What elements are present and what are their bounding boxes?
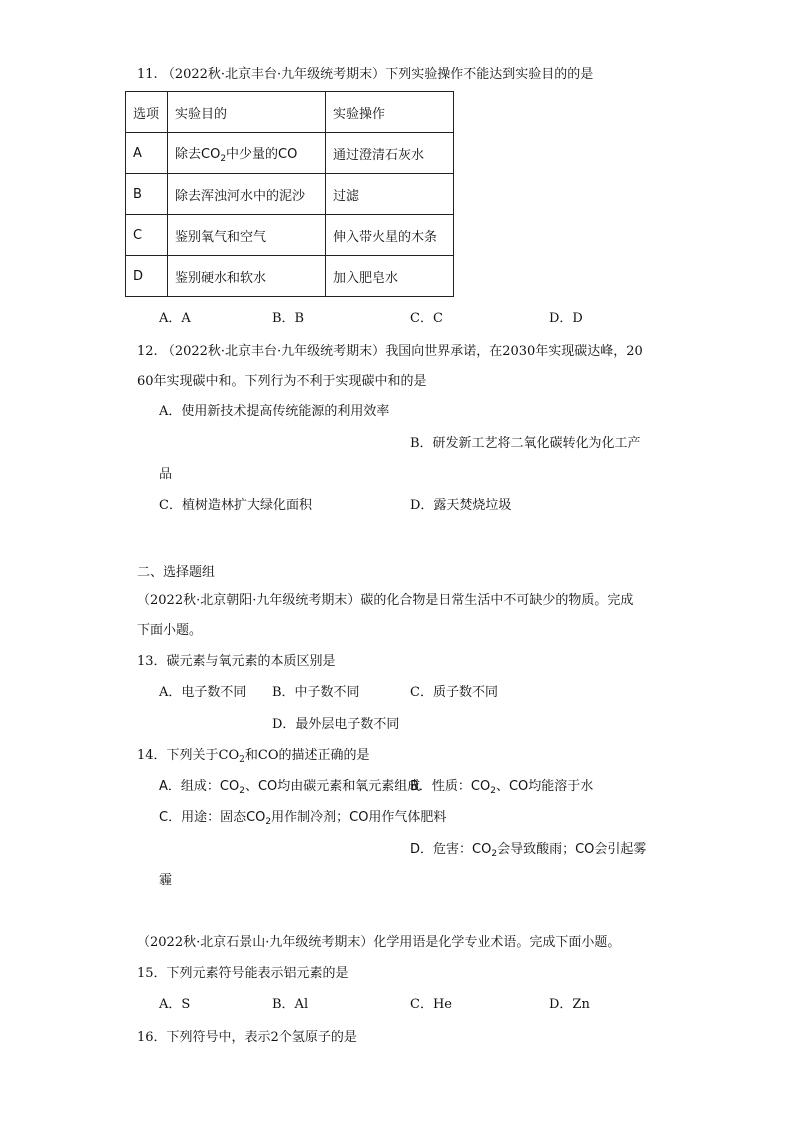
cell-text: 中少量的CO <box>226 146 298 162</box>
table-cell: B <box>126 174 168 215</box>
q13-stem: 13．碳元素与氧元素的本质区别是 <box>137 654 336 669</box>
option-d-continued: 霾 <box>159 873 173 888</box>
option-a[interactable]: A．电子数不同 <box>159 685 247 700</box>
option-d[interactable]: D．Zn <box>549 997 590 1012</box>
table-cell: 通过澄清石灰水 <box>326 133 454 174</box>
table-cell: 加入肥皂水 <box>326 256 454 297</box>
question-source: （2022秋·北京丰台·九年级统考期末） <box>161 344 386 359</box>
subscript: 2 <box>265 817 272 827</box>
option-b[interactable]: B．B <box>272 311 305 326</box>
table-header: 选项 <box>126 92 168 133</box>
section-title: 二、选择题组 <box>137 565 216 580</box>
table-cell: C <box>126 215 168 256</box>
option-text: A．组成：CO <box>159 779 240 794</box>
q14-stem <box>137 747 370 769</box>
question-stem: 我国向世界承诺，在2030年实现碳达峰，20 <box>385 344 643 359</box>
option-a[interactable] <box>159 778 420 800</box>
section-intro: （2022秋·北京石景山·九年级统考期末）化学用语是化学专业术语。完成下面小题。 <box>137 935 621 950</box>
subscript: 2 <box>239 755 245 765</box>
table-cell: A <box>126 133 168 174</box>
subscript: 2 <box>220 153 227 164</box>
section-intro-continued: 下面小题。 <box>137 623 203 638</box>
option-d[interactable]: D．最外层电子数不同 <box>272 717 400 732</box>
option-a[interactable]: A．使用新技术提高传统能源的利用效率 <box>159 404 390 419</box>
table-cell: 伸入带火星的木条 <box>326 215 454 256</box>
option-d[interactable]: D．露天焚烧垃圾 <box>410 498 512 513</box>
question-source: （2022秋·北京丰台·九年级统考期末） <box>161 67 386 82</box>
option-a[interactable]: A．S <box>159 997 191 1012</box>
q11-line <box>137 66 593 84</box>
subscript: 2 <box>490 786 496 796</box>
stem-text: 和CO的描述正确的是 <box>244 748 370 763</box>
q12-line1 <box>137 343 643 361</box>
option-c[interactable]: C．质子数不同 <box>410 685 498 700</box>
option-c[interactable]: C．C <box>410 311 443 326</box>
option-a[interactable]: A．A <box>159 311 191 326</box>
option-c[interactable] <box>159 809 446 831</box>
option-b-continued: 品 <box>159 467 173 482</box>
option-text: 用作制冷剂；CO用作气体肥料 <box>271 810 447 825</box>
option-d[interactable]: D．D <box>549 311 583 326</box>
q15-stem: 15．下列元素符号能表示铝元素的是 <box>137 966 349 981</box>
option-text: 会导致酸雨；CO会引起雾 <box>497 842 647 857</box>
table-cell <box>168 133 326 174</box>
q16-stem: 16．下列符号中，表示2个氢原子的是 <box>137 1030 357 1045</box>
table-row <box>126 133 454 174</box>
option-text: 、CO均能溶于水 <box>495 779 594 794</box>
q12-line2: 60年实现碳中和。下列行为不利于实现碳中和的是 <box>137 374 427 389</box>
option-b[interactable] <box>410 778 593 800</box>
table-row <box>126 256 454 297</box>
question-number: 12. <box>137 344 158 359</box>
table-cell: 除去浑浊河水中的泥沙 <box>168 174 326 215</box>
table-cell: D <box>126 256 168 297</box>
cell-text: 除去CO <box>175 146 221 162</box>
question-stem: 下列实验操作不能达到实验目的的是 <box>385 67 594 82</box>
table-cell: 鉴别氧气和空气 <box>168 215 326 256</box>
option-b[interactable]: B．Al <box>272 997 309 1012</box>
option-c[interactable]: C．植树造林扩大绿化面积 <box>159 498 312 513</box>
subscript: 2 <box>239 786 245 796</box>
option-text: 、CO均由碳元素和氧元素组成 <box>244 779 421 794</box>
table-cell: 鉴别硬水和软水 <box>168 256 326 297</box>
option-d[interactable] <box>410 841 646 863</box>
question-number: 11. <box>137 67 158 82</box>
table-row <box>126 215 454 256</box>
option-b[interactable]: B．中子数不同 <box>272 685 360 700</box>
stem-text: 14．下列关于CO <box>137 748 240 763</box>
q11-table <box>125 91 454 297</box>
table-header-row <box>126 92 454 133</box>
subscript: 2 <box>491 849 498 859</box>
option-text: C．用途：固态CO <box>159 810 266 825</box>
option-c[interactable]: C．He <box>410 997 452 1012</box>
table-header: 实验操作 <box>326 92 454 133</box>
table-header: 实验目的 <box>168 92 326 133</box>
option-text: B．性质：CO <box>410 779 491 794</box>
section-intro: （2022秋·北京朝阳·九年级统考期末）碳的化合物是日常生活中不可缺少的物质。完成 <box>137 593 634 608</box>
table-row <box>126 174 454 215</box>
option-text: D．危害：CO <box>410 842 492 857</box>
option-b[interactable]: B．研发新工艺将二氧化碳转化为化工产 <box>410 436 641 451</box>
table-cell: 过滤 <box>326 174 454 215</box>
